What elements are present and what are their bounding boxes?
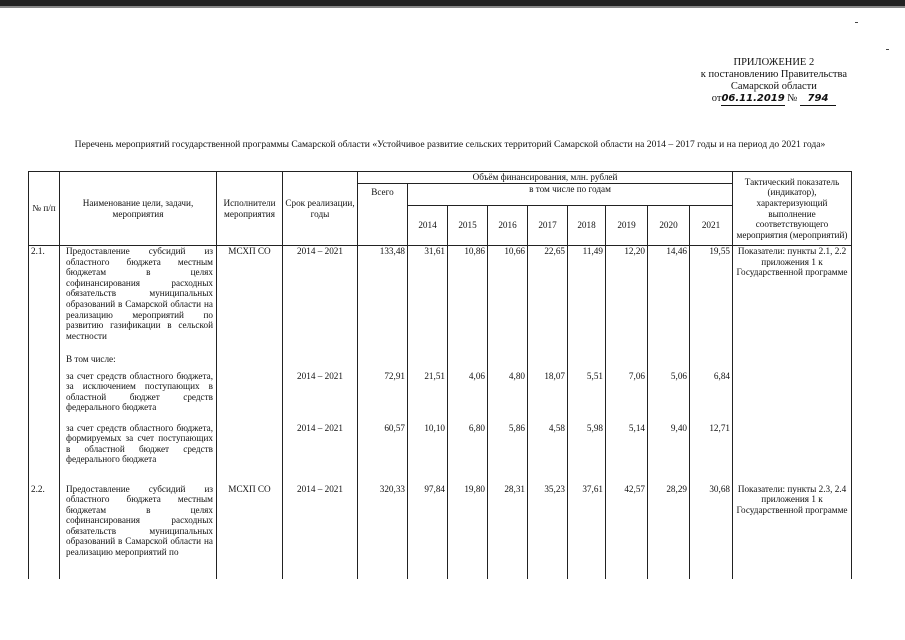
table-row xyxy=(29,354,852,371)
row-term: 2014 – 2021 xyxy=(283,484,358,579)
row-year-value: 4,80 xyxy=(488,371,528,423)
row-year-value: 28,29 xyxy=(648,484,690,579)
appendix-title: ПРИЛОЖЕНИЕ 2 xyxy=(733,57,815,68)
table-row xyxy=(29,371,852,423)
document-heading: Перечень мероприятий государственной программы Самарской области «Устойчивое развитие сельских территорий Самарской области на 2014 – 2017 годы и на период до 2021 года» xyxy=(74,139,826,150)
col-executors-header: Исполнители мероприятия xyxy=(217,172,283,246)
row-year-value: 10,66 xyxy=(488,246,528,354)
row-indicator: Показатели: пункты 2.3, 2.4 приложения 1 к Государственной программе xyxy=(733,484,852,579)
row-year-value: 5,06 xyxy=(648,371,690,423)
row-year-value xyxy=(408,354,448,371)
row-year-value: 10,86 xyxy=(448,246,488,354)
row-year-value xyxy=(648,354,690,371)
row-total: 72,91 xyxy=(358,371,408,423)
number-value: 794 xyxy=(800,93,836,106)
col-term-header: Срок реализации, годы xyxy=(283,172,358,246)
col-finance-header: Объём финансирования, млн. рублей xyxy=(358,172,733,184)
date-value: 06.11.2019 xyxy=(721,93,785,104)
row-year-value: 21,51 xyxy=(408,371,448,423)
table-row xyxy=(29,246,852,354)
row-year-value: 97,84 xyxy=(408,484,448,579)
row-year-value xyxy=(690,354,733,371)
row-indicator xyxy=(733,354,852,371)
row-exec xyxy=(217,371,283,423)
table-row xyxy=(29,484,852,579)
row-exec: МСХП СО xyxy=(217,484,283,579)
appendix-date-line xyxy=(701,93,847,106)
row-exec xyxy=(217,354,283,371)
row-year-value: 4,06 xyxy=(448,371,488,423)
col-total-header: Всего xyxy=(358,184,408,246)
year-header: 2015 xyxy=(448,206,488,246)
row-year-value: 5,14 xyxy=(606,423,648,484)
row-year-value: 11,49 xyxy=(568,246,606,354)
measures-table xyxy=(28,171,852,579)
scan-speck xyxy=(886,49,889,50)
row-total xyxy=(358,354,408,371)
row-year-value: 9,40 xyxy=(648,423,690,484)
row-year-value: 5,86 xyxy=(488,423,528,484)
row-num xyxy=(29,423,60,484)
row-term: 2014 – 2021 xyxy=(283,371,358,423)
row-year-value: 12,20 xyxy=(606,246,648,354)
row-term xyxy=(283,354,358,371)
row-name: за счет средств областного бюджета, за исключением поступающих в областной бюджет средств федерального бюджета xyxy=(60,371,217,423)
row-year-value: 22,65 xyxy=(528,246,568,354)
year-header: 2021 xyxy=(690,206,733,246)
row-year-value xyxy=(568,354,606,371)
number-prefix: № xyxy=(787,93,798,104)
row-year-value: 5,51 xyxy=(568,371,606,423)
year-header: 2017 xyxy=(528,206,568,246)
row-indicator xyxy=(733,423,852,484)
col-by-years-header: в том числе по годам xyxy=(408,184,733,206)
row-year-value xyxy=(448,354,488,371)
row-year-value: 30,68 xyxy=(690,484,733,579)
row-year-value: 37,61 xyxy=(568,484,606,579)
date-prefix: от xyxy=(711,93,722,104)
row-year-value: 12,71 xyxy=(690,423,733,484)
row-name: В том числе: xyxy=(60,354,217,371)
row-num xyxy=(29,354,60,371)
row-year-value: 7,06 xyxy=(606,371,648,423)
row-year-value xyxy=(528,354,568,371)
appendix-line2: Самарской области xyxy=(730,81,817,92)
row-term: 2014 – 2021 xyxy=(283,423,358,484)
year-header: 2018 xyxy=(568,206,606,246)
row-year-value: 14,46 xyxy=(648,246,690,354)
row-year-value: 4,58 xyxy=(528,423,568,484)
year-header: 2019 xyxy=(606,206,648,246)
appendix-line1: к постановлению Правительства xyxy=(700,69,847,80)
scan-speck xyxy=(855,22,858,23)
row-term: 2014 – 2021 xyxy=(283,246,358,354)
row-num xyxy=(29,371,60,423)
row-num: 2.1. xyxy=(29,246,60,354)
col-num-header: № п/п xyxy=(29,172,60,246)
row-num: 2.2. xyxy=(29,484,60,579)
row-year-value: 10,10 xyxy=(408,423,448,484)
row-total: 60,57 xyxy=(358,423,408,484)
row-year-value: 19,55 xyxy=(690,246,733,354)
row-exec: МСХП СО xyxy=(217,246,283,354)
year-header: 2014 xyxy=(408,206,448,246)
row-year-value: 6,84 xyxy=(690,371,733,423)
appendix-block xyxy=(701,57,847,106)
row-year-value: 6,80 xyxy=(448,423,488,484)
col-name-header: Наименование цели, задачи, мероприятия xyxy=(60,172,217,246)
row-year-value: 19,80 xyxy=(448,484,488,579)
row-name: Предоставление субсидий из областного бюджета местным бюджетам в целях софинансирования расходных обязательств муниципальных образований в Самарской области на реализацию мероприятий по развитию газификации в сельской местности xyxy=(60,246,217,354)
row-year-value: 5,98 xyxy=(568,423,606,484)
row-indicator xyxy=(733,371,852,423)
row-indicator: Показатели: пункты 2.1, 2.2 приложения 1 к Государственной программе xyxy=(733,246,852,354)
scan-top-shadow xyxy=(0,6,905,8)
row-year-value: 31,61 xyxy=(408,246,448,354)
row-year-value xyxy=(606,354,648,371)
row-total: 133,48 xyxy=(358,246,408,354)
row-year-value: 35,23 xyxy=(528,484,568,579)
year-header: 2020 xyxy=(648,206,690,246)
row-exec xyxy=(217,423,283,484)
row-year-value: 28,31 xyxy=(488,484,528,579)
row-name: Предоставление субсидий из областного бюджета местным бюджетам в целях софинансирования расходных обязательств муниципальных образований в Самарской области на реализацию мероприятий по xyxy=(60,484,217,579)
row-name: за счет средств областного бюджета, формируемых за счет поступающих в областной бюджет средств федерального бюджета xyxy=(60,423,217,484)
row-total: 320,33 xyxy=(358,484,408,579)
year-header: 2016 xyxy=(488,206,528,246)
row-year-value: 42,57 xyxy=(606,484,648,579)
row-year-value: 18,07 xyxy=(528,371,568,423)
table-row xyxy=(29,423,852,484)
row-year-value xyxy=(488,354,528,371)
col-indicator-header: Тактический показатель (индикатор), характеризующий выполнение соответствующего мероприятия (мероприятий) xyxy=(733,172,852,246)
